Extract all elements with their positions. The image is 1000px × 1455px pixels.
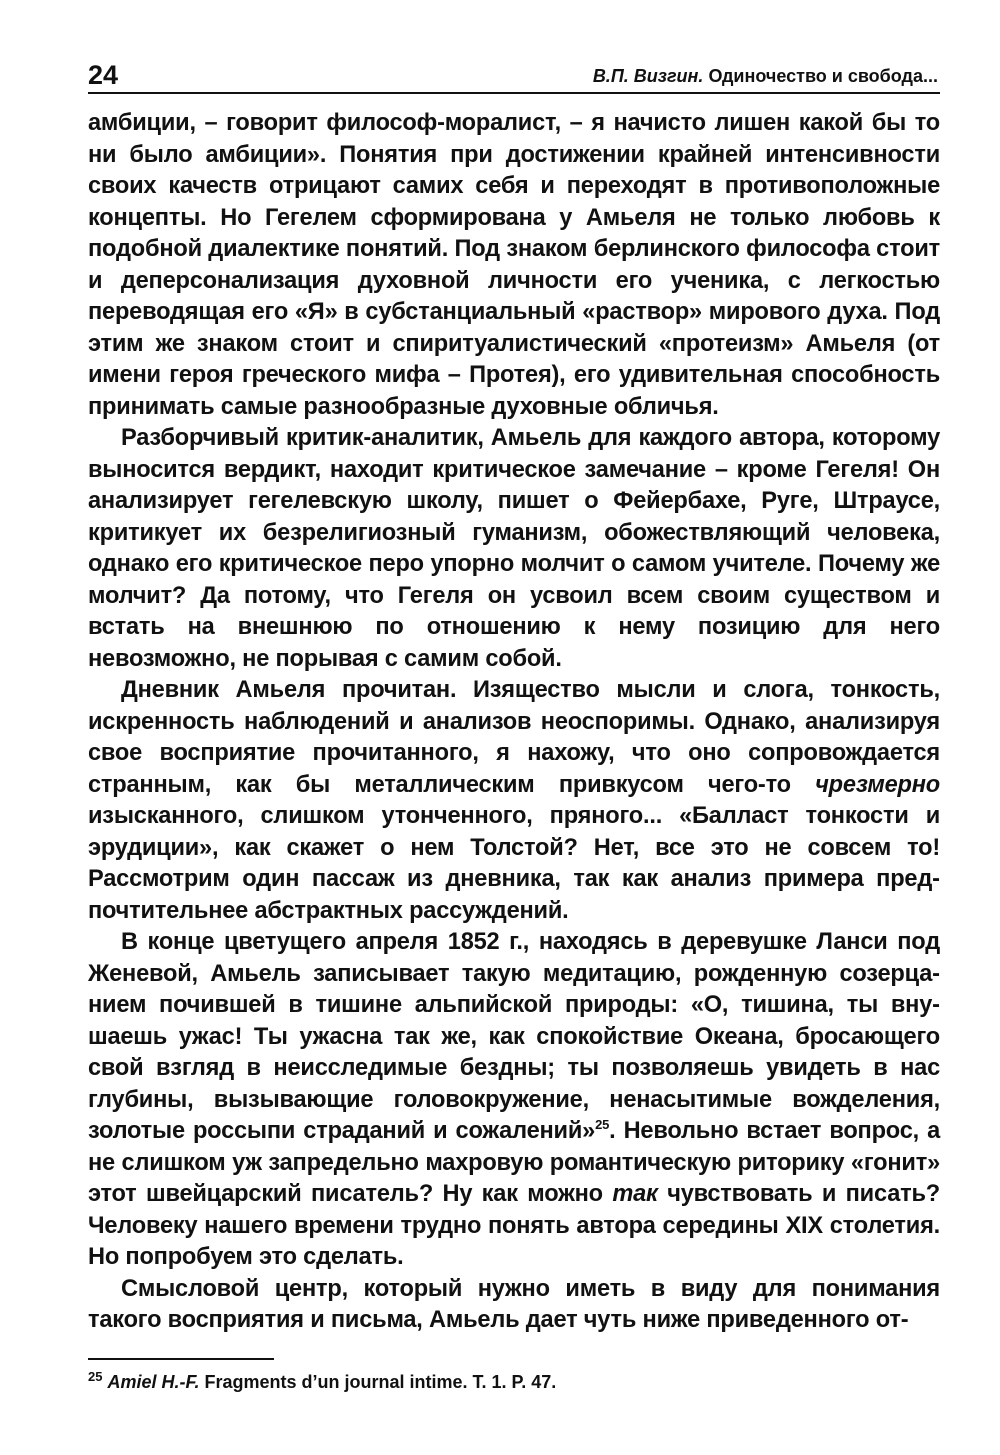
paragraph-4-text-b: . Невольно встает вопрос, а не слишком уж запредельно махровую романтическую риторику «гонит» этот швейцарский писатель? Ну как можно bbox=[88, 1118, 940, 1207]
book-page bbox=[88, 56, 940, 1392]
page-number: 24 bbox=[88, 60, 119, 90]
paragraph-2: Разборчивый критик-аналитик, Амьель для каждого автора, которому выносится вердикт, находит критическое замечание – кроме Гегеля! Он анализирует гегелевскую школу, пишет о Фейербахе, Руге, Штраусе, критикует их безрелигиозный гуманизм, обожествляющий человека, однако его критическое перо упорно молчит о самом учителе. Почему же молчит? Да потому, что Гегеля он усвоил всем своим существом и встать на внешнюю по отношению к нему позицию для него невозможно, не порывая с самим собой. bbox=[88, 425, 940, 672]
body-text bbox=[88, 108, 940, 1337]
footnote-divider bbox=[88, 1358, 274, 1360]
paragraph-4-emphasis: так bbox=[612, 1181, 658, 1207]
footnote-reference[interactable]: 25 bbox=[595, 1117, 610, 1133]
paragraph-3-emphasis: чрезмерно bbox=[815, 771, 940, 798]
footnote-text: Fragments d’un journal intime. T. 1. P. 47. bbox=[204, 1372, 557, 1392]
footnote-author: Amiel H.-F. bbox=[107, 1372, 200, 1392]
paragraph-1: амбиции, – говорит философ-моралист, – я начисто лишен какой бы то ни было амбиции». Понятия при достижении крайней интенсивности своих качеств отрицают самих себя и переходят в противоположные концепты. Но Гегелем сформирована у Амьеля не только любовь к подобной диалектике понятий. Под знаком берлинского философа стоит и деперсонализация духовной личности его ученика, с легкостью переводящая его «Я» в субстанциальный «раствор» мирового духа. Под этим же знаком стоит и спиритуалистический «протеизм» Амьеля (от имени героя греческого мифа – Протея), его удивительная способность принимать самые разнообразные духовные обличья. bbox=[88, 110, 940, 420]
footnote-number: 25 bbox=[88, 1369, 103, 1384]
paragraph-5: Смысловой центр, который нужно иметь в виду для понимания такого восприятия и письма, Амьель дает чуть ниже приведенного от- bbox=[88, 1275, 940, 1333]
paragraph-4-text-c: чувствовать и писать? Человеку нашего времени трудно понять автора середины XIX столетия. Но попробуем это сделать. bbox=[88, 1181, 940, 1270]
running-head bbox=[593, 66, 938, 87]
running-head-author: В.П. Визгин. bbox=[592, 66, 704, 86]
paragraph-3 bbox=[88, 675, 940, 927]
paragraph-3-text-a: Дневник Амьеля прочитан. Изящество мысли и слога, тонкость, искренность наблюдений и анализов неоспоримы. Однако, анализируя свое восприятие прочитанного, я нахожу, что оно сопровождается странным, как бы металлическим привкусом чего-то bbox=[88, 677, 940, 798]
page-header bbox=[88, 56, 940, 94]
paragraph-3-text-b: изысканного, слишком утонченного, пряного... «Балласт тонкости и эрудиции», как скажет о нем Толстой? Нет, все это не совсем то! Рассмотрим один пассаж из дневника, так как анализ примера предпочтительнее абстрактных рассуждений. bbox=[88, 803, 940, 924]
footnote bbox=[88, 1369, 557, 1393]
running-head-title: Одиночество и свобода... bbox=[708, 66, 938, 86]
paragraph-4-text-a: В конце цветущего апреля 1852 г., находясь в деревушке Ланси под Женевой, Амьель записывает такую медитацию, рожденную созерцанием почившей в тишине альпийской природы: «О, тишина, ты внушаешь ужас! Ты ужасна так же, как спокойствие Океана, бросающего свой взгляд в неисследимые бездны; ты позволяешь увидеть в нас глубины, вызывающие головокружение, ненасытимые вожделения, золотые россыпи страданий и сожалений» bbox=[88, 929, 940, 1144]
paragraph-4 bbox=[88, 927, 940, 1274]
